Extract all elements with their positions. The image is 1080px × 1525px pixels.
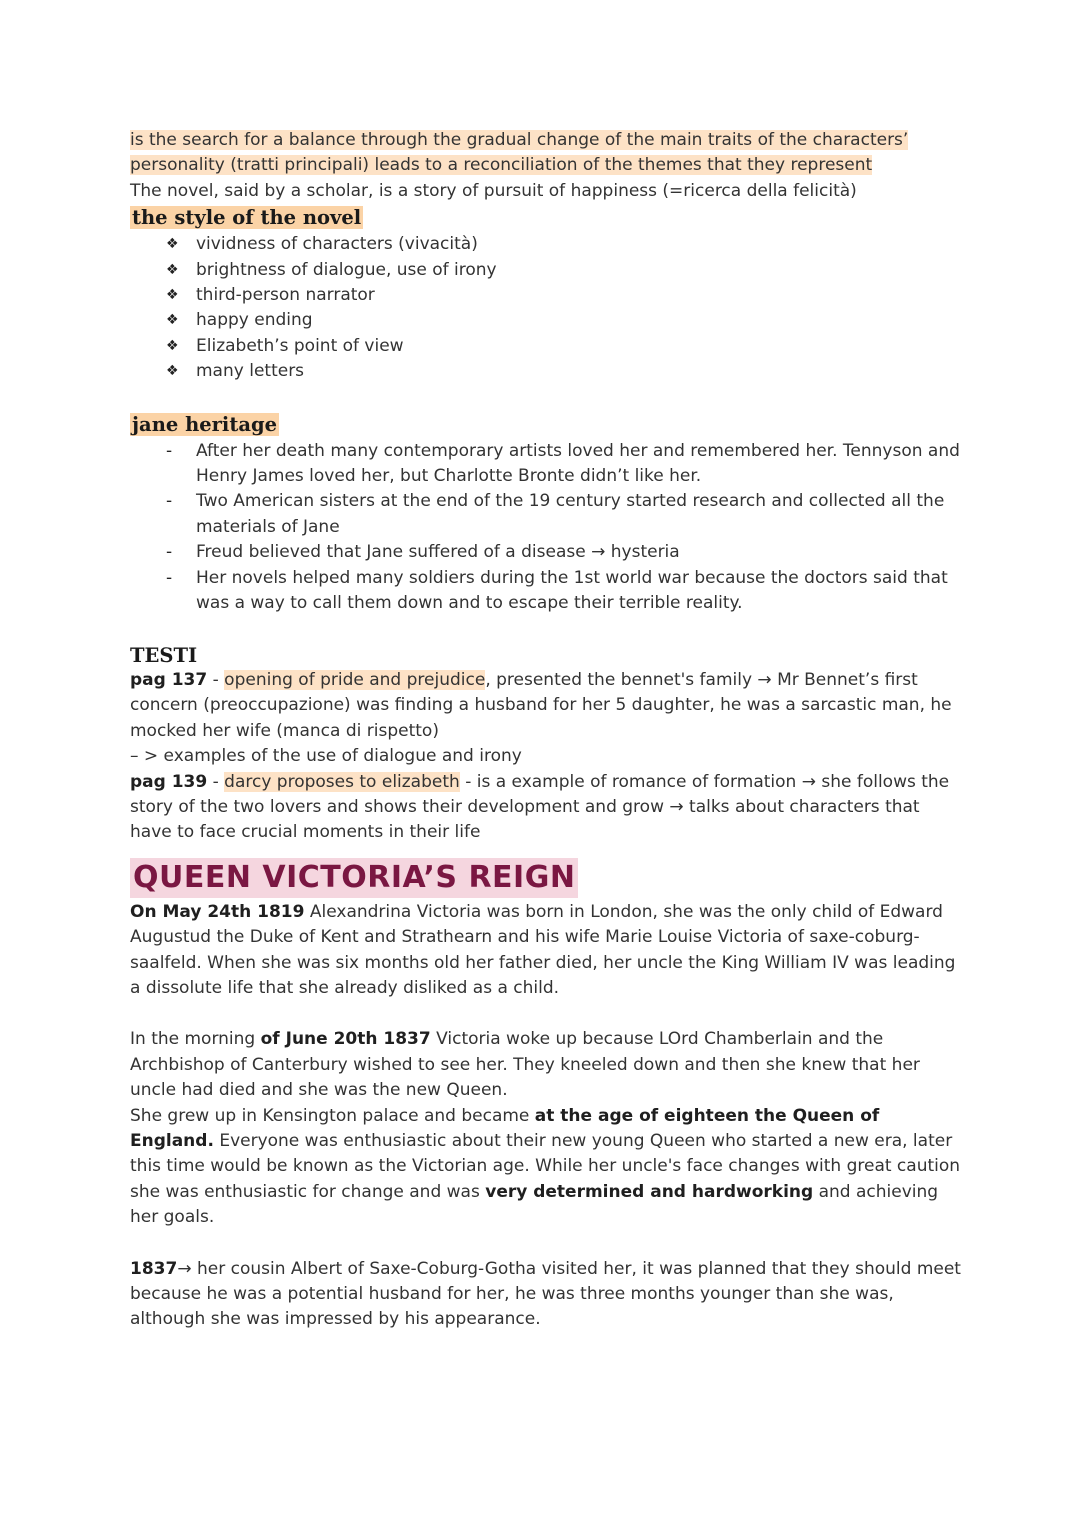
style-heading-line — [130, 205, 965, 232]
style-list — [130, 232, 965, 384]
highlighted-title: darcy proposes to elizabeth — [224, 771, 460, 792]
list-item: ❖ Elizabeth’s point of view — [166, 334, 965, 359]
testi-entry-137: pag 137 - opening of pride and prejudice, presented the bennet's family → Mr Bennet’s first concern (preoccupazione) was finding a husband for her 5 daughter, he was a sarcastic man, he mocked her wife (manca di rispetto) — [130, 669, 952, 741]
testi-heading: TESTI — [130, 643, 198, 667]
testi-entry-139: pag 139 - darcy proposes to elizabeth - is a example of romance of formation → she follows the story of the two lovers and shows their development and grow → talks about characters that have to face crucial moments in their life — [130, 771, 950, 843]
victoria-paragraph-4: 1837→ her cousin Albert of Saxe-Coburg-Gotha visited her, it was planned that they should meet because he was a potential husband for her, he was three months younger than she was, although she was impressed by his appearance. — [130, 1258, 961, 1330]
list-item: - After her death many contemporary artists loved her and remembered her. Tennyson and Henry James loved her, but Charlotte Bronte didn’t like her. — [166, 439, 965, 490]
heritage-heading-line — [130, 412, 965, 439]
list-item: - Freud believed that Jane suffered of a disease → hysteria — [166, 540, 965, 565]
intro-line: The novel, said by a scholar, is a story of pursuit of happiness (=ricerca della felicità) — [130, 180, 857, 201]
page-ref: pag 137 — [130, 669, 208, 690]
list-item: ❖ happy ending — [166, 308, 965, 333]
heritage-heading: jane heritage — [132, 412, 278, 436]
testi-note: – > examples of the use of dialogue and irony — [130, 746, 522, 767]
list-item: ❖ vividness of characters (vivacità) — [166, 232, 965, 257]
list-item: ❖ brightness of dialogue, use of irony — [166, 258, 965, 283]
highlighted-title: opening of pride and prejudice — [224, 669, 486, 690]
section-title: QUEEN VICTORIA’S REIGN — [130, 858, 578, 898]
victoria-paragraph-2: In the morning of June 20th 1837 Victoria woke up because LOrd Chamberlain and the Archbishop of Canterbury wished to see her. They kneeled down and then she knew that her uncle had died and she was the new Queen. — [130, 1029, 920, 1101]
list-item: - Her novels helped many soldiers during the 1st world war because the doctors said that was a way to call them down and to escape their terrible reality. — [166, 566, 965, 617]
victoria-paragraph-1: On May 24th 1819 Alexandrina Victoria was born in London, she was the only child of Edward Augustud the Duke of Kent and Strathearn and his wife Marie Louise Victoria of saxe-coburg-saalfeld. When she was six months old her father died, her uncle the King William IV was leading a dissolute life that she already disliked as a child. — [130, 901, 956, 998]
list-item: ❖ third-person narrator — [166, 283, 965, 308]
list-item: - Two American sisters at the end of the 19 century started research and collected all the materials of Jane — [166, 489, 965, 540]
list-item: ❖ many letters — [166, 359, 965, 384]
page-ref: pag 139 — [130, 771, 208, 792]
notes-content — [130, 128, 965, 1333]
intro-paragraph — [130, 128, 965, 179]
highlighted-text: is the search for a balance through the gradual change of the main traits of the characters’ personality (tratti principali) leads to a reconciliation of the themes that they represent — [130, 130, 909, 176]
heritage-list — [130, 439, 965, 617]
victoria-paragraph-3: She grew up in Kensington palace and became at the age of eighteen the Queen of England. Everyone was enthusiastic about their new young Queen who started a new era, later this time would be known as the Victorian age. While her uncle's face changes with great caution she was enthusiastic for change and was very determined and hardworking and achieving her goals. — [130, 1105, 961, 1228]
style-heading: the style of the novel — [132, 206, 362, 230]
